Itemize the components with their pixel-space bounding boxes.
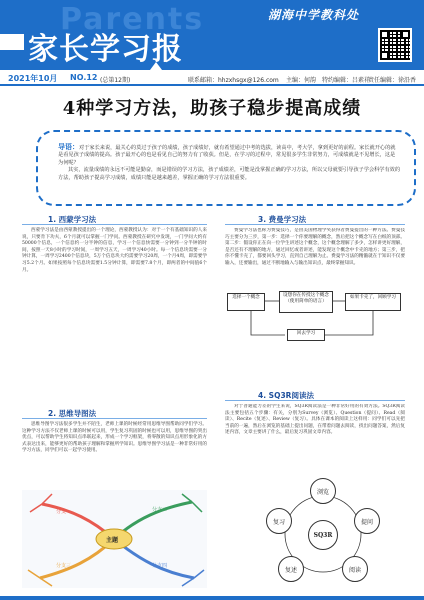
- masthead: [0, 0, 424, 70]
- duty-editor: 责任编辑：徐沿香: [368, 77, 417, 84]
- masthead-accent-bar: [0, 34, 24, 50]
- section-4-title: 4. SQ3R阅读法: [258, 391, 314, 400]
- feynman-flow-diagram: [225, 291, 405, 345]
- sq3r-node-recite: 复述: [278, 556, 304, 582]
- guest-editor: 特约编辑：吕素祥: [322, 77, 371, 84]
- guide-paragraph-1: [58, 143, 400, 167]
- sq3r-node-center: SQ3R: [308, 520, 338, 550]
- section-1-divider: [22, 224, 207, 225]
- flow-box-teach-concept: 设想你在传授这个概念（使用简单的语言）: [279, 291, 333, 313]
- section-3-divider: [225, 224, 405, 225]
- total-issue: (总第12期): [100, 77, 131, 84]
- sq3r-node-review: 复习: [266, 508, 292, 534]
- section-1-title: 1. 西蒙学习法: [48, 215, 97, 224]
- sq3r-node-question: 提问: [354, 508, 380, 534]
- guide-lead: 导语：: [58, 142, 79, 151]
- mind-map-branch-2: 分支二: [152, 507, 168, 513]
- guide-box: [50, 138, 408, 200]
- school-name: 湖海中学教科处: [268, 8, 360, 22]
- guide-text-1: 对于家长来说，最关心的莫过于孩子的成绩，孩子成绩好，就有希望通过中考的选拔，读高中，考大学，拿到更好的前程。家长就开心的就是看见孩子成绩的提高。孩子最开心的也是看见自己的努力有了收获。但是，在学习的过程中，常见很多学生非常努力，可成绩就是不见增长，这是为何呢？: [58, 145, 396, 166]
- newspaper-title: 家长学习报: [28, 32, 183, 67]
- section-4-divider: [225, 400, 405, 401]
- article-title: 4种学习方法，助孩子稳步提高成绩: [62, 98, 362, 119]
- triangle-marker-icon: [150, 62, 162, 70]
- guide-paragraph-2: 其实，流量成绩的永远不可能是勤奋，而是错误的学习方法，孩子成绩差，可能是没掌握正确的学习方法，所以父母就要引导孩子学会科学有效的方法，帮助孩子提高学习成绩，成绩只能是越来越差，掌握正确的学习方法很重要。: [58, 167, 401, 181]
- flow-box-review: 如果卡壳了，回顾学习: [345, 293, 401, 311]
- mind-map-branch-1: 分支一: [56, 509, 72, 515]
- section-2-divider: [22, 418, 207, 419]
- footer-bar: [0, 596, 424, 600]
- section-2-text: 思维导图学习法很多学生并不陌生，老师上课的时候经常用思维导图帮助同学们学习。这种学习方法不仅老师上课的时候可以用，学生复习巩固的时候也可以用，思维导图的突出优点，可以帮助学生将知识点串联起来，形成一个学习框架，将零散的知识点用形象化的方式表达出来，能够更好的帮助孩子理解和掌握所学知识。思维导图学习法是一种非常好用的学习方法，同学们可以一起学习使用。: [22, 422, 207, 454]
- sq3r-cycle-diagram: [258, 478, 388, 588]
- mind-map-center-label: 主题: [106, 537, 119, 544]
- chief-editor: 主编：何韵: [286, 77, 317, 84]
- issue-info-bar: [0, 72, 424, 86]
- sq3r-node-read: 阅读: [342, 556, 368, 582]
- flow-box-go-back: 回去学习: [287, 329, 325, 341]
- qr-code-icon: [378, 28, 412, 62]
- contact-email: 联系邮箱：hhzxhsgx@126.com: [188, 77, 279, 84]
- section-2-title: 2. 思维导图法: [48, 409, 97, 418]
- masthead-background-word: Parents: [60, 2, 205, 37]
- mind-map-branch-4: 分支四: [152, 563, 168, 569]
- issue-number: NO.12: [70, 73, 98, 82]
- sq3r-node-survey: 浏览: [310, 478, 336, 504]
- section-1-text: 西蒙学习法是由西蒙教授提出的一个理论，西蒙教授认为：对于一个有基础知识的人来说，只要肯下功夫，6个月就可以掌握一门学问。西蒙教授在研究中发现，一门学问大约有50000个信息，一个信息约一分半钟的信息，学习一个信息快需要一分钟到一分半钟的时间，按照一天8小时的学习时间，一周学习五天，一周学习40小时。每一个信息块需要一分钟计算，一周学习2400个信息块，5万个信息块大约需要学习20周，一个月4周，即需要学习5.2个月。如果按照每个信息块需要1.5分钟计算，即需要7.8个月，即两者的中间值6个月。: [22, 228, 207, 273]
- section-3-title: 3. 费曼学习法: [258, 215, 307, 224]
- section-4-text: 对于普通能力差的学生来说，SQ3R阅读法是一种非常好用的有效方法。SQ3R阅读法主要包括五个步骤：有关，分别为Survey（浏览）、Question（提问）、Read（阅读）、Recite（复述）、Review（复习）。具体在课本的阅读上这样用：同学们可以先把当前的一遍，然后在浏览的基础上提出问题，在带着问题去阅读，找出问题答案，然后复述内容，文章主要讲了什么，最后复习巩固文章内容。: [225, 404, 405, 436]
- flow-box-choose-concept: 选择一个概念: [227, 293, 265, 311]
- section-3-text: 费曼学习法也称为费曼技巧，是由美国物理学奖获得者费曼提出的一种方法。费曼技巧主要分为三步，第一步：选择一个你要理解的概念，然后把这个概念写在白纸的顶部。第二步：假设你正在向一位学生讲述这个概念，这个概念理解了多少，怎样讲更好理解，是否还有不理解的地方，通过回忆或者讲述，能发现这个概念中卡壳的地方；第三步，把你不懂卡壳了，都要回头学习，直到自己理解为止。费曼学习法的精髓就在于知识不仅要输入，还要输出，通过不断地输入与输出知识点，最终掌握知识。: [225, 228, 405, 266]
- issue-date: 2021年10月: [8, 74, 58, 83]
- mind-map-image: [22, 490, 207, 588]
- mind-map-branch-3: 分支三: [56, 563, 72, 569]
